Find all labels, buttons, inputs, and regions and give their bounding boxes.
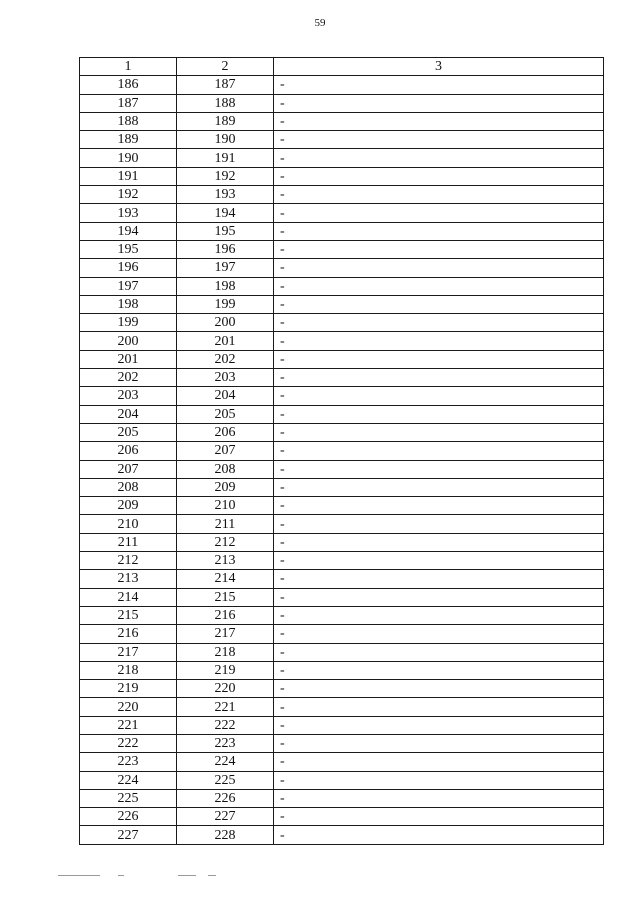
table-row: [80, 149, 604, 167]
cell-col-1: 190: [80, 149, 177, 167]
table-row: [80, 734, 604, 752]
cell-col-1: 218: [80, 661, 177, 679]
table-row: [80, 167, 604, 185]
cell-col-2: 191: [177, 149, 274, 167]
cell-col-3: -: [274, 552, 604, 570]
table-row: [80, 570, 604, 588]
cell-col-3: -: [274, 808, 604, 826]
cell-col-1: 224: [80, 771, 177, 789]
cell-col-3: -: [274, 753, 604, 771]
cell-col-1: 200: [80, 332, 177, 350]
cell-col-3: -: [274, 259, 604, 277]
cell-col-3: -: [274, 277, 604, 295]
table-row: [80, 552, 604, 570]
cell-col-3: -: [274, 625, 604, 643]
cell-col-1: 198: [80, 295, 177, 313]
cell-col-1: 204: [80, 405, 177, 423]
cell-col-1: 225: [80, 789, 177, 807]
cell-col-3: -: [274, 387, 604, 405]
cell-col-3: -: [274, 149, 604, 167]
cell-col-2: 205: [177, 405, 274, 423]
cell-col-2: 194: [177, 204, 274, 222]
table-body: [80, 76, 604, 844]
table-row: [80, 387, 604, 405]
cell-col-2: 220: [177, 680, 274, 698]
cell-col-3: -: [274, 222, 604, 240]
table-row: [80, 259, 604, 277]
footer-scan-marks: [58, 874, 258, 878]
table-row: [80, 753, 604, 771]
cell-col-1: 216: [80, 625, 177, 643]
cell-col-3: -: [274, 643, 604, 661]
cell-col-3: -: [274, 186, 604, 204]
table-row: [80, 112, 604, 130]
cell-col-1: 211: [80, 533, 177, 551]
cell-col-1: 210: [80, 515, 177, 533]
cell-col-2: 198: [177, 277, 274, 295]
cell-col-2: 222: [177, 716, 274, 734]
table-row: [80, 643, 604, 661]
cell-col-2: 211: [177, 515, 274, 533]
cell-col-3: -: [274, 771, 604, 789]
cell-col-3: -: [274, 405, 604, 423]
cell-col-2: 199: [177, 295, 274, 313]
cell-col-3: -: [274, 332, 604, 350]
cell-col-1: 213: [80, 570, 177, 588]
cell-col-1: 205: [80, 423, 177, 441]
cell-col-1: 186: [80, 76, 177, 94]
cell-col-3: -: [274, 423, 604, 441]
table-row: [80, 94, 604, 112]
cell-col-3: -: [274, 588, 604, 606]
cell-col-2: 207: [177, 442, 274, 460]
cell-col-2: 216: [177, 606, 274, 624]
cell-col-3: -: [274, 204, 604, 222]
table-row: [80, 295, 604, 313]
cell-col-2: 223: [177, 734, 274, 752]
data-table: [79, 57, 604, 845]
cell-col-2: 213: [177, 552, 274, 570]
cell-col-1: 215: [80, 606, 177, 624]
cell-col-2: 225: [177, 771, 274, 789]
cell-col-2: 228: [177, 826, 274, 844]
cell-col-2: 195: [177, 222, 274, 240]
cell-col-2: 202: [177, 350, 274, 368]
cell-col-3: -: [274, 442, 604, 460]
cell-col-1: 217: [80, 643, 177, 661]
cell-col-3: -: [274, 94, 604, 112]
cell-col-2: 193: [177, 186, 274, 204]
cell-col-1: 209: [80, 497, 177, 515]
cell-col-3: -: [274, 661, 604, 679]
cell-col-1: 193: [80, 204, 177, 222]
table-row: [80, 277, 604, 295]
column-header-2: 2: [177, 58, 274, 76]
table-row: [80, 588, 604, 606]
cell-col-1: 195: [80, 240, 177, 258]
table-header-row: [80, 58, 604, 76]
cell-col-3: -: [274, 570, 604, 588]
table-row: [80, 533, 604, 551]
table-row: [80, 350, 604, 368]
table-row: [80, 808, 604, 826]
cell-col-2: 190: [177, 131, 274, 149]
cell-col-1: 221: [80, 716, 177, 734]
cell-col-3: -: [274, 350, 604, 368]
cell-col-3: -: [274, 680, 604, 698]
table-row: [80, 625, 604, 643]
table-row: [80, 442, 604, 460]
cell-col-2: 209: [177, 478, 274, 496]
cell-col-3: -: [274, 460, 604, 478]
cell-col-3: -: [274, 76, 604, 94]
cell-col-2: 203: [177, 369, 274, 387]
cell-col-1: 189: [80, 131, 177, 149]
cell-col-2: 221: [177, 698, 274, 716]
cell-col-1: 227: [80, 826, 177, 844]
cell-col-1: 191: [80, 167, 177, 185]
cell-col-1: 197: [80, 277, 177, 295]
cell-col-2: 212: [177, 533, 274, 551]
cell-col-1: 219: [80, 680, 177, 698]
column-header-1: 1: [80, 58, 177, 76]
cell-col-1: 223: [80, 753, 177, 771]
cell-col-1: 214: [80, 588, 177, 606]
table-row: [80, 423, 604, 441]
cell-col-3: -: [274, 167, 604, 185]
cell-col-1: 187: [80, 94, 177, 112]
cell-col-2: 196: [177, 240, 274, 258]
table-row: [80, 515, 604, 533]
table-row: [80, 826, 604, 844]
cell-col-1: 226: [80, 808, 177, 826]
cell-col-1: 196: [80, 259, 177, 277]
table-row: [80, 606, 604, 624]
table-row: [80, 131, 604, 149]
cell-col-3: -: [274, 789, 604, 807]
cell-col-3: -: [274, 716, 604, 734]
cell-col-2: 208: [177, 460, 274, 478]
cell-col-1: 208: [80, 478, 177, 496]
cell-col-2: 214: [177, 570, 274, 588]
table-row: [80, 789, 604, 807]
cell-col-1: 188: [80, 112, 177, 130]
cell-col-2: 200: [177, 314, 274, 332]
cell-col-2: 217: [177, 625, 274, 643]
cell-col-3: -: [274, 606, 604, 624]
cell-col-1: 202: [80, 369, 177, 387]
cell-col-1: 199: [80, 314, 177, 332]
cell-col-3: -: [274, 533, 604, 551]
cell-col-3: -: [274, 295, 604, 313]
cell-col-2: 224: [177, 753, 274, 771]
table-row: [80, 698, 604, 716]
cell-col-3: -: [274, 131, 604, 149]
table-row: [80, 314, 604, 332]
cell-col-3: -: [274, 515, 604, 533]
cell-col-2: 201: [177, 332, 274, 350]
cell-col-2: 215: [177, 588, 274, 606]
cell-col-2: 188: [177, 94, 274, 112]
table-row: [80, 460, 604, 478]
cell-col-3: -: [274, 734, 604, 752]
table-row: [80, 204, 604, 222]
cell-col-3: -: [274, 497, 604, 515]
cell-col-3: -: [274, 314, 604, 332]
cell-col-2: 206: [177, 423, 274, 441]
table-row: [80, 478, 604, 496]
table-row: [80, 332, 604, 350]
cell-col-1: 207: [80, 460, 177, 478]
table-row: [80, 186, 604, 204]
cell-col-2: 218: [177, 643, 274, 661]
cell-col-3: -: [274, 240, 604, 258]
cell-col-3: -: [274, 826, 604, 844]
cell-col-2: 187: [177, 76, 274, 94]
cell-col-2: 227: [177, 808, 274, 826]
table-row: [80, 405, 604, 423]
cell-col-1: 194: [80, 222, 177, 240]
table-row: [80, 369, 604, 387]
cell-col-3: -: [274, 478, 604, 496]
cell-col-1: 201: [80, 350, 177, 368]
cell-col-2: 197: [177, 259, 274, 277]
cell-col-2: 189: [177, 112, 274, 130]
table-row: [80, 680, 604, 698]
table-row: [80, 771, 604, 789]
cell-col-1: 203: [80, 387, 177, 405]
cell-col-1: 212: [80, 552, 177, 570]
cell-col-2: 219: [177, 661, 274, 679]
cell-col-2: 226: [177, 789, 274, 807]
cell-col-3: -: [274, 369, 604, 387]
table-row: [80, 716, 604, 734]
page-number: 59: [314, 17, 326, 29]
cell-col-1: 220: [80, 698, 177, 716]
cell-col-1: 192: [80, 186, 177, 204]
column-header-3: 3: [274, 58, 604, 76]
cell-col-1: 222: [80, 734, 177, 752]
cell-col-1: 206: [80, 442, 177, 460]
table-row: [80, 240, 604, 258]
table-row: [80, 76, 604, 94]
table-row: [80, 661, 604, 679]
cell-col-2: 204: [177, 387, 274, 405]
cell-col-3: -: [274, 112, 604, 130]
table-row: [80, 222, 604, 240]
table-row: [80, 497, 604, 515]
cell-col-2: 192: [177, 167, 274, 185]
cell-col-3: -: [274, 698, 604, 716]
cell-col-2: 210: [177, 497, 274, 515]
